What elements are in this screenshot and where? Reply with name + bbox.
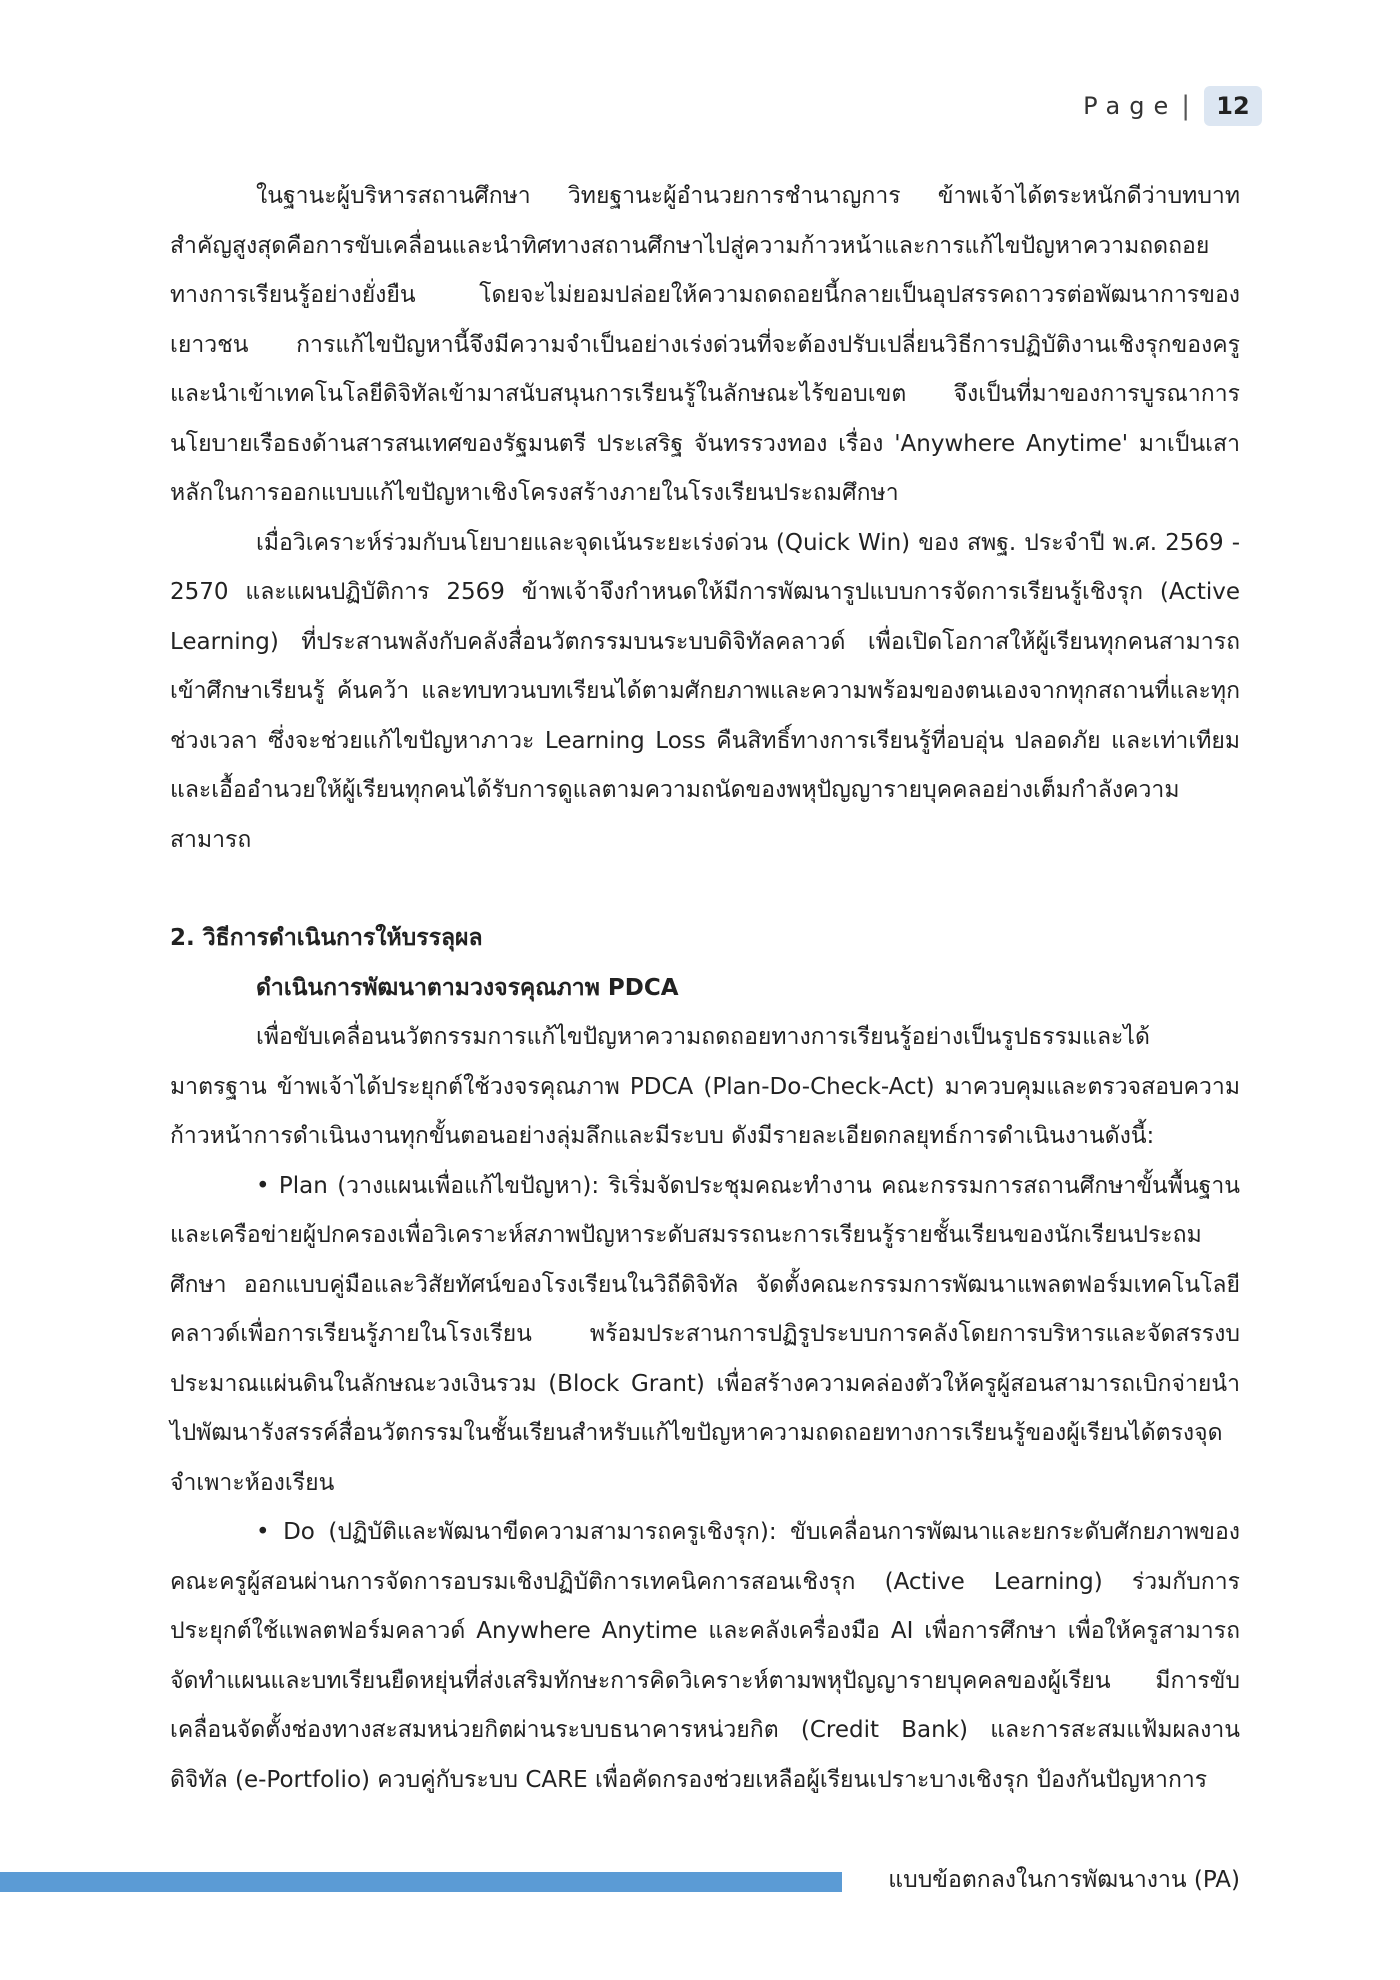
document-body xyxy=(170,172,1240,1805)
page-label: Page xyxy=(1083,92,1178,120)
section-spacer xyxy=(170,865,1240,914)
section-subheading: ดำเนินการพัฒนาตามวงจรคุณภาพ PDCA xyxy=(256,974,679,1001)
footer-title: แบบข้อตกลงในการพัฒนางาน (PA) xyxy=(888,1867,1240,1893)
paragraph-pdca-intro: เพื่อขับเคลื่อนนวัตกรรมการแก้ไขปัญหาความถดถอยทางการเรียนรู้อย่างเป็นรูปธรรมและได้มาตรฐาน ข้าพเจ้าได้ประยุกต์ใช้วงจรคุณภาพ PDCA (Plan-Do-Check-Act) มาควบคุมและตรวจสอบความก้าวหน้าการดำเนินงานทุกขั้นตอนอย่างลุ่มลึกและมีระบบ ดังมีรายละเอียดกลยุทธ์การดำเนินงานดังนี้: xyxy=(170,1024,1240,1149)
paragraph-plan: • Plan (วางแผนเพื่อแก้ไขปัญหา): ริเริ่มจัดประชุมคณะทำงาน คณะกรรมการสถานศึกษาขั้นพื้นฐานและเครือข่ายผู้ปกครองเพื่อวิเคราะห์สภาพปัญหาระดับสมรรถนะการเรียนรู้รายชั้นเรียนของนักเรียนประถมศึกษา ออกแบบคู่มือและวิสัยทัศน์ของโรงเรียนในวิถีดิจิทัล จัดตั้งคณะกรรมการพัฒนาแพลตฟอร์มเทคโนโลยีคลาวด์เพื่อการเรียนรู้ภายในโรงเรียน พร้อมประสานการปฏิรูประบบการคลังโดยการบริหารและจัดสรรงบประมาณแผ่นดินในลักษณะวงเงินรวม (Block Grant) เพื่อสร้างความคล่องตัวให้ครูผู้สอนสามารถเบิกจ่ายนำไปพัฒนารังสรรค์สื่อนวัตกรรมในชั้นเรียนสำหรับแก้ไขปัญหาความถดถอยทางการเรียนรู้ของผู้เรียนได้ตรงจุดจำเพาะห้องเรียน xyxy=(170,1172,1240,1496)
page-separator: | xyxy=(1181,91,1190,121)
page-header xyxy=(1083,86,1262,126)
paragraph-do: • Do (ปฏิบัติและพัฒนาขีดความสามารถครูเชิงรุก): ขับเคลื่อนการพัฒนาและยกระดับศักยภาพของคณะครูผู้สอนผ่านการจัดการอบรมเชิงปฏิบัติการเทคนิคการสอนเชิงรุก (Active Learning) ร่วมกับการประยุกต์ใช้แพลตฟอร์มคลาวด์ Anywhere Anytime และคลังเครื่องมือ AI เพื่อการศึกษา เพื่อให้ครูสามารถจัดทำแผนและบทเรียนยืดหยุ่นที่ส่งเสริมทักษะการคิดวิเคราะห์ตามพหุปัญญารายบุคคลของผู้เรียน มีการขับเคลื่อนจัดตั้งช่องทางสะสมหน่วยกิตผ่านระบบธนาคารหน่วยกิต (Credit Bank) และการสะสมแฟ้มผลงานดิจิทัล (e-Portfolio) ควบคู่กับระบบ CARE เพื่อคัดกรองช่วยเหลือผู้เรียนเปราะบางเชิงรุก ป้องกันปัญหาการ xyxy=(170,1519,1240,1793)
paragraph-policy-analysis: เมื่อวิเคราะห์ร่วมกับนโยบายและจุดเน้นระยะเร่งด่วน (Quick Win) ของ สพฐ. ประจำปี พ.ศ. 2569 - 2570 และแผนปฏิบัติการ 2569 ข้าพเจ้าจึงกำหนดให้มีการพัฒนารูปแบบการจัดการเรียนรู้เชิงรุก (Active Learning) ที่ประสานพลังกับคลังสื่อนวัตกรรมบนระบบดิจิทัลคลาวด์ เพื่อเปิดโอกาสให้ผู้เรียนทุกคนสามารถเข้าศึกษาเรียนรู้ ค้นคว้า และทบทวนบทเรียนได้ตามศักยภาพและความพร้อมของตนเองจากทุกสถานที่และทุกช่วงเวลา ซึ่งจะช่วยแก้ไขปัญหาภาวะ Learning Loss คืนสิทธิ์ทางการเรียนรู้ที่อบอุ่น ปลอดภัย และเท่าเทียม และเอื้ออำนวยให้ผู้เรียนทุกคนได้รับการดูแลตามความถนัดของพหุปัญญารายบุคคลอย่างเต็มกำลังความสามารถ xyxy=(170,529,1240,853)
footer-accent-bar xyxy=(0,1872,842,1892)
paragraph-role-intro: ในฐานะผู้บริหารสถานศึกษา วิทยฐานะผู้อำนวยการชำนาญการ ข้าพเจ้าได้ตระหนักดีว่าบทบาทสำคัญสูงสุดคือการขับเคลื่อนและนำทิศทางสถานศึกษาไปสู่ความก้าวหน้าและการแก้ไขปัญหาความถดถอยทางการเรียนรู้อย่างยั่งยืน โดยจะไม่ยอมปล่อยให้ความถดถอยนี้กลายเป็นอุปสรรคถาวรต่อพัฒนาการของเยาวชน การแก้ไขปัญหานี้จึงมีความจำเป็นอย่างเร่งด่วนที่จะต้องปรับเปลี่ยนวิธีการปฏิบัติงานเชิงรุกของครูและนำเข้าเทคโนโลยีดิจิทัลเข้ามาสนับสนุนการเรียนรู้ในลักษณะไร้ขอบเขต จึงเป็นที่มาของการบูรณาการนโยบายเรือธงด้านสารสนเทศของรัฐมนตรี ประเสริฐ จันทรรวงทอง เรื่อง 'Anywhere Anytime' มาเป็นเสาหลักในการออกแบบแก้ไขปัญหาเชิงโครงสร้างภายในโรงเรียนประถมศึกษา xyxy=(170,183,1240,506)
section-heading: 2. วิธีการดำเนินการให้บรรลุผล xyxy=(170,925,483,951)
page-number-badge: 12 xyxy=(1204,86,1262,126)
